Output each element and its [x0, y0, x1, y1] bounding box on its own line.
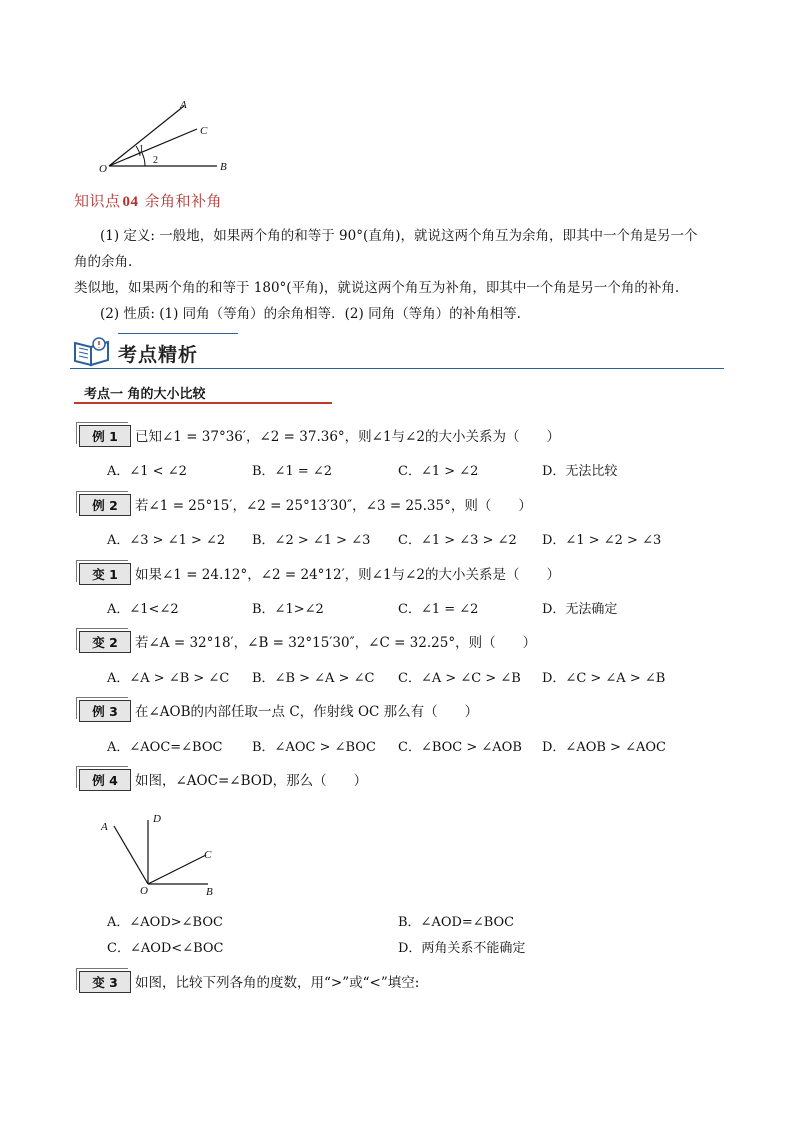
- question-tag: 变 2: [79, 631, 131, 653]
- book-icon: [72, 333, 112, 367]
- label-C: C: [204, 849, 212, 861]
- option-d: D．无法确定: [542, 602, 618, 617]
- label-A: A: [101, 821, 108, 833]
- option-a: A．∠3 > ∠1 > ∠2: [107, 533, 226, 548]
- option-b: B．∠B > ∠A > ∠C: [252, 671, 375, 686]
- question-text: 若∠1 = 25°15′，∠2 = 25°13′30″，∠3 = 25.35°，则（ ）: [135, 498, 532, 514]
- definition-line-4: (2) 性质: (1) 同角（等角）的余角相等．(2) 同角（等角）的补角相等.: [100, 306, 521, 322]
- option-c: C．∠A > ∠C > ∠B: [398, 671, 521, 686]
- kp-number: 04: [122, 194, 139, 210]
- option-d: D．∠1 > ∠2 > ∠3: [542, 533, 662, 548]
- option-a: A．∠AOD>∠BOC: [107, 915, 223, 930]
- kp-prefix: 知识点: [74, 192, 121, 210]
- section-title: 考点精析: [118, 344, 199, 366]
- option-b: B．∠1 = ∠2: [252, 464, 333, 479]
- option-a: A．∠1 < ∠2: [107, 464, 187, 479]
- option-a: A．∠AOC=∠BOC: [107, 740, 223, 755]
- kp-title: 余角和补角: [144, 192, 223, 210]
- option-b: B．∠2 > ∠1 > ∠3: [252, 533, 371, 548]
- label-O: O: [99, 163, 107, 175]
- question-text: 如图，比较下列各角的度数，用“>”或“<”填空:: [135, 975, 420, 991]
- option-c: C．∠1 = ∠2: [398, 602, 479, 617]
- question-tag: 变 3: [79, 971, 131, 993]
- label-1: 1: [139, 144, 144, 155]
- definition-line-3: 类似地，如果两个角的和等于 180°(平角)，就说这两个角互为补角，即其中一个角是另一个角的补角.: [74, 280, 680, 296]
- question-text: 如果∠1 = 24.12°，∠2 = 24°12′，则∠1与∠2的大小关系是（ ）: [135, 567, 560, 583]
- option-c: C．∠1 > ∠2: [398, 464, 479, 479]
- option-b: B．∠AOC > ∠BOC: [252, 740, 376, 755]
- question-tag: 例 1: [79, 425, 131, 447]
- label-C: C: [200, 125, 208, 137]
- option-d: D．无法比较: [542, 464, 618, 479]
- option-c: C．∠AOD<∠BOC: [107, 941, 224, 956]
- option-a: A．∠1<∠2: [107, 602, 179, 617]
- question-tag: 例 3: [79, 700, 131, 722]
- label-O: O: [140, 885, 148, 897]
- question-tag: 例 2: [79, 494, 131, 516]
- option-d: D．∠AOB > ∠AOC: [542, 740, 666, 755]
- label-D: D: [153, 813, 161, 825]
- definition-line-1: (1) 定义: 一般地，如果两个角的和等于 90°(直角)，就说这两个角互为余角，即其中一个角是另一个: [100, 228, 698, 244]
- question-text: 若∠A = 32°18′，∠B = 32°15′30″，∠C = 32.25°，则（ ）: [135, 635, 537, 651]
- option-c: C．∠1 > ∠3 > ∠2: [398, 533, 517, 548]
- label-B: B: [220, 161, 227, 173]
- option-c: C．∠BOC > ∠AOB: [398, 740, 522, 755]
- definition-line-2: 角的余角.: [74, 254, 133, 270]
- label-B: B: [206, 886, 213, 898]
- sub-section-title: 考点一 角的大小比较: [84, 387, 206, 402]
- question-tag: 例 4: [79, 769, 131, 791]
- option-a: A．∠A > ∠B > ∠C: [107, 671, 230, 686]
- question-text: 如图，∠AOC=∠BOD，那么（ ）: [135, 773, 368, 789]
- angle-figure-1: [92, 96, 242, 176]
- knowledge-point-heading: [74, 190, 222, 211]
- label-A: A: [180, 99, 187, 111]
- question-text: 已知∠1 = 37°36′，∠2 = 37.36°，则∠1与∠2的大小关系为（ ）: [135, 429, 560, 445]
- question-text: 在∠AOB的内部任取一点 C，作射线 OC 那么有（ ）: [135, 704, 479, 720]
- label-2: 2: [153, 155, 158, 166]
- section-divider: [70, 368, 724, 369]
- option-d: D．∠C > ∠A > ∠B: [542, 671, 666, 686]
- option-d: D．两角关系不能确定: [398, 941, 526, 956]
- question-tag: 变 1: [79, 563, 131, 585]
- angle-figure-2: [96, 810, 226, 898]
- option-b: B．∠AOD=∠BOC: [398, 915, 515, 930]
- option-b: B．∠1>∠2: [252, 602, 324, 617]
- sub-section-underline: [74, 402, 332, 404]
- section-top-rule: [118, 333, 238, 336]
